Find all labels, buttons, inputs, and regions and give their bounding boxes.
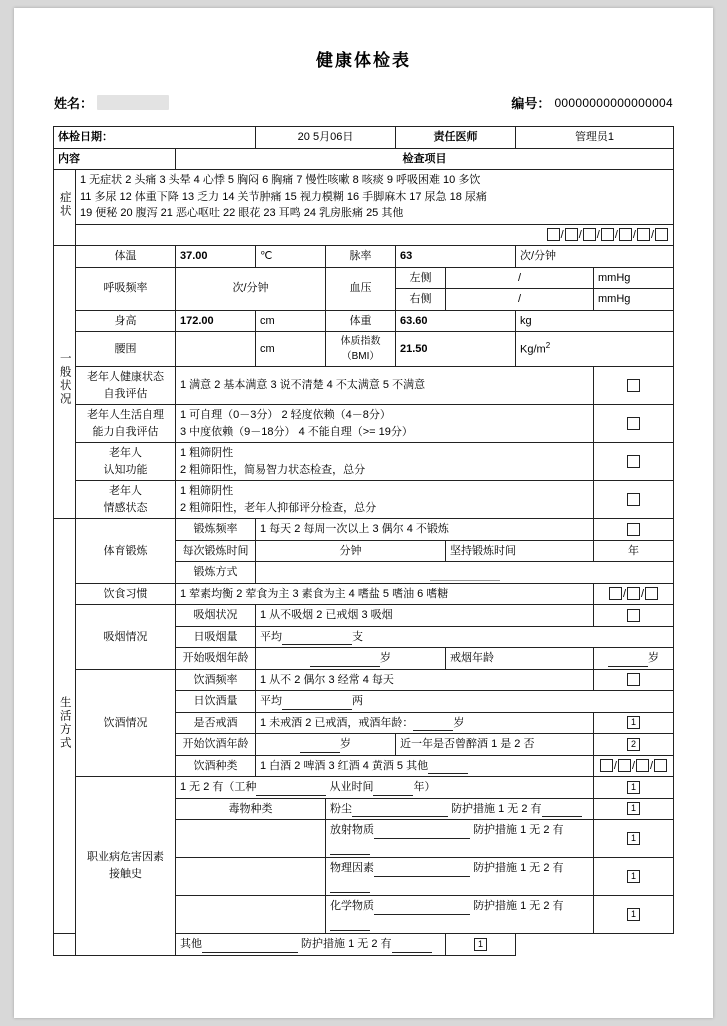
- temp-pulse-row: [53, 246, 673, 268]
- occupation-item-answer[interactable]: [594, 820, 674, 858]
- occupation-item-answer[interactable]: [594, 798, 674, 820]
- occupation-protect-blank[interactable]: [330, 918, 370, 931]
- drink-freq-checkbox[interactable]: [627, 673, 640, 686]
- occupation-item-protect: 防护措施 1 无 2 有: [451, 802, 542, 815]
- code-value: 00000000000000004: [554, 95, 673, 110]
- occupation-item-protect: 防护措施 1 无 2 有: [473, 900, 564, 912]
- drink-quit-label: 是否戒酒: [175, 712, 255, 734]
- smoke-daily-label: 日吸烟量: [175, 626, 255, 648]
- occupation-item-protect: 防护措施 1 无 2 有: [473, 824, 564, 836]
- col-content-header: 内容: [53, 148, 175, 170]
- drink-daily-value[interactable]: [256, 691, 674, 713]
- lifestyle-vhead: 生活方式: [53, 519, 75, 934]
- health-eval-answer[interactable]: [594, 367, 674, 405]
- smoke-daily-prefix: 平均: [260, 630, 282, 643]
- weight-label: 体重: [326, 310, 396, 332]
- smoke-status-row: [53, 605, 673, 627]
- drink-type-other-blank[interactable]: [428, 761, 468, 774]
- weight-value[interactable]: 63.60: [396, 310, 516, 332]
- col-items-header: 检查项目: [175, 148, 673, 170]
- occupation-item-name: 放射物质: [330, 824, 374, 836]
- emotion-options: [175, 481, 593, 519]
- occupation-item-blank[interactable]: [352, 804, 448, 817]
- drink-daily-label: 日饮酒量: [175, 691, 255, 713]
- emotion-options-line1: 1 粗筛阴性: [179, 485, 234, 497]
- exercise-persist-value[interactable]: 年: [594, 540, 674, 562]
- occupation-item-value-box[interactable]: 1: [474, 938, 487, 951]
- drink-quit-age-blank[interactable]: [413, 718, 453, 731]
- exam-date-label-cell: [53, 127, 255, 149]
- breath-bp-left-row: [53, 267, 673, 289]
- occupation-item-name: 其他: [179, 938, 202, 950]
- pulse-label: 脉率: [326, 246, 396, 268]
- cognition-checkbox[interactable]: [627, 455, 640, 468]
- bp-left-label: 左侧: [396, 267, 446, 289]
- symptoms-boxes-row: [53, 224, 673, 246]
- smoke-status-options: 1 从不吸烟 2 已戒烟 3 吸烟: [256, 605, 594, 627]
- drink-type-checkbox[interactable]: [600, 759, 613, 772]
- smoke-quit-label: 戒烟年龄: [446, 648, 594, 670]
- drink-freq-answer[interactable]: [594, 669, 674, 691]
- bp-right-value[interactable]: /: [446, 289, 594, 311]
- drink-quit-value-box[interactable]: 1: [627, 716, 640, 729]
- smoke-start-blank[interactable]: [310, 654, 380, 667]
- emotion-label-line2: 情感状态: [103, 501, 148, 514]
- drink-freq-options: 1 从不 2 偶尔 3 经常 4 每天: [256, 669, 594, 691]
- occupation-item-name: 粉尘: [330, 802, 352, 815]
- drink-daily-unit: 两: [352, 695, 363, 707]
- occupation-value-box[interactable]: 1: [627, 781, 640, 794]
- occupation-item-protect: 防护措施 1 无 2 有: [473, 862, 564, 874]
- occupation-spacer: [175, 896, 325, 934]
- name-value-redacted: [97, 95, 169, 110]
- drink-type-label: 饮酒种类: [175, 755, 255, 777]
- occupation-item-value-box[interactable]: 1: [627, 832, 640, 845]
- cognition-options: [175, 443, 593, 481]
- doctor-label: 责任医师: [396, 127, 516, 149]
- drink-quit-options: 1 未戒酒 2 已戒酒，戒酒年龄： 岁: [256, 712, 594, 734]
- cognition-answer[interactable]: [594, 443, 674, 481]
- occupation-item-name: 化学物质: [330, 900, 374, 912]
- bp-left-unit: mmHg: [594, 267, 674, 289]
- diet-options: 1 荤素均衡 2 荤食为主 3 素食为主 4 嗜盐 5 嗜油 6 嗜糖: [175, 583, 593, 605]
- occupation-item-value-box[interactable]: 1: [627, 908, 640, 921]
- temperature-label: 体温: [75, 246, 175, 268]
- symptoms-line-1: 1 无症状 2 头痛 3 头晕 4 心悸 5 胸闷 6 胸痛 7 慢性咳嗽 8 咳痰 9 呼吸困难 10 多饮: [79, 174, 481, 186]
- drunk-answer[interactable]: [594, 734, 674, 756]
- exercise-freq-options: 1 每天 2 每周一次以上 3 偶尔 4 不锻炼: [256, 519, 594, 541]
- exercise-way-value[interactable]: [256, 562, 674, 584]
- symptom-checkbox[interactable]: [565, 228, 578, 241]
- exam-date-label: 体检日期：: [57, 131, 113, 143]
- waist-value[interactable]: [175, 332, 255, 367]
- cognition-row: [53, 443, 673, 481]
- occupation-item-3: [326, 896, 594, 934]
- adl-options: [175, 405, 593, 443]
- drink-daily-prefix: 平均: [260, 695, 282, 707]
- occupation-poison-label: 毒物种类: [175, 798, 325, 820]
- occupation-protect-blank[interactable]: [330, 880, 370, 893]
- temperature-value[interactable]: 37.00: [175, 246, 255, 268]
- bp-right-unit: mmHg: [594, 289, 674, 311]
- symptom-checkbox[interactable]: [637, 228, 650, 241]
- height-unit: cm: [256, 310, 326, 332]
- exercise-time-label: 每次锻炼时间: [175, 540, 255, 562]
- smoke-start-label: 开始吸烟年龄: [175, 648, 255, 670]
- occupation-item-answer[interactable]: [594, 858, 674, 896]
- occupation-item-name: 物理因素: [330, 862, 374, 874]
- drink-daily-blank[interactable]: [282, 697, 352, 710]
- table-header-row: [53, 148, 673, 170]
- smoke-daily-value[interactable]: [256, 626, 674, 648]
- exercise-freq-checkbox[interactable]: [627, 523, 640, 536]
- smoke-label: 吸烟情况: [75, 605, 175, 670]
- cognition-label-line2: 认知功能: [103, 463, 148, 476]
- adl-options-line2: 3 中度依赖（9－18分） 4 不能自理（>= 19分）: [179, 425, 413, 438]
- smoke-quit-value[interactable]: 岁: [594, 648, 674, 670]
- emotion-answer[interactable]: [594, 481, 674, 519]
- diet-label: 饮食习惯: [75, 583, 175, 605]
- exam-date-value: 20 5月06日: [256, 127, 396, 149]
- occupation-item-blank[interactable]: [374, 826, 470, 839]
- health-eval-options: 1 满意 2 基本满意 3 说不清楚 4 不太满意 5 不满意: [175, 367, 593, 405]
- symptoms-vhead: 症状: [53, 170, 75, 246]
- waist-bmi-row: [53, 332, 673, 367]
- occupation-item-1: [326, 820, 594, 858]
- exercise-persist-label: 坚持锻炼时间: [446, 540, 594, 562]
- drink-type-answer[interactable]: / / /: [594, 755, 674, 777]
- smoke-status-answer[interactable]: [594, 605, 674, 627]
- page-title: 健康体检表: [316, 51, 411, 70]
- drink-freq-row: [53, 669, 673, 691]
- adl-label: [75, 405, 175, 443]
- height-weight-row: [53, 310, 673, 332]
- code-label: 编号：: [511, 96, 551, 111]
- document-page: [14, 8, 713, 1018]
- smoke-quit-blank[interactable]: [608, 654, 648, 667]
- diet-answer[interactable]: / /: [594, 583, 674, 605]
- cognition-label: [75, 443, 175, 481]
- bp-left-value[interactable]: /: [446, 267, 594, 289]
- breath-rate-unit: 次/分钟: [175, 267, 325, 310]
- symptoms-line-2: 11 多尿 12 体重下降 13 乏力 14 关节肿痛 15 视力模糊 16 手脚麻木 17 尿急 18 尿痛: [79, 190, 487, 203]
- bp-right-label: 右侧: [396, 289, 446, 311]
- emotion-options-line2: 2 粗筛阳性，老年人抑郁评分检查，总分: [179, 501, 377, 514]
- symptom-checkbox[interactable]: [601, 228, 614, 241]
- drink-start-label: 开始饮酒年龄: [175, 734, 255, 756]
- pulse-unit: 次/分钟: [516, 246, 674, 268]
- identity-row: [14, 93, 713, 112]
- adl-label-line1: 老年人生活自理: [86, 409, 164, 421]
- occupation-item-blank[interactable]: [202, 940, 298, 953]
- emotion-checkbox[interactable]: [627, 493, 640, 506]
- occupation-protect-blank[interactable]: [542, 804, 582, 817]
- exercise-label: 体育锻炼: [75, 519, 175, 584]
- bmi-value[interactable]: 21.50: [396, 332, 516, 367]
- exercise-way-blank: [430, 570, 500, 581]
- drunk-value-box[interactable]: 2: [627, 738, 640, 751]
- smoke-status-checkbox[interactable]: [627, 609, 640, 622]
- health-self-eval-row: [53, 367, 673, 405]
- doctor-value: 管理员1: [516, 127, 674, 149]
- health-eval-checkbox[interactable]: [627, 379, 640, 392]
- occupation-item-protect: 防护措施 1 无 2 有: [301, 938, 392, 950]
- occupation-label-line2: 接触史: [108, 867, 142, 880]
- drink-type-checkbox[interactable]: [654, 759, 667, 772]
- weight-unit: kg: [516, 310, 674, 332]
- smoke-status-label: 吸烟状况: [175, 605, 255, 627]
- pulse-value[interactable]: 63: [396, 246, 516, 268]
- health-eval-label: [75, 367, 175, 405]
- bmi-label: 体质指数（BMI）: [326, 332, 396, 367]
- occupation-item-value-box[interactable]: 1: [627, 870, 640, 883]
- adl-row: [53, 405, 673, 443]
- adl-checkbox[interactable]: [627, 417, 640, 430]
- breath-rate-label: 呼吸频率: [75, 267, 175, 310]
- exercise-way-label: 锻炼方式: [175, 562, 255, 584]
- cognition-options-line1: 1 粗筛阴性: [179, 447, 234, 459]
- drink-type-checkbox[interactable]: [618, 759, 631, 772]
- emotion-label-line1: 老年人: [108, 485, 142, 497]
- adl-label-line2: 能力自我评估: [92, 425, 159, 438]
- occupation-label: [75, 777, 175, 956]
- occupation-spacer: [53, 934, 175, 956]
- height-label: 身高: [75, 310, 175, 332]
- drink-start-blank[interactable]: [300, 740, 340, 753]
- symptoms-line-3: 19 便秘 20 腹泻 21 恶心呕吐 22 眼花 23 耳鸣 24 乳房胀痛 25 其他: [79, 207, 404, 219]
- exam-date-row: [53, 127, 673, 149]
- smoke-daily-blank[interactable]: [282, 632, 352, 645]
- exercise-time-value[interactable]: 分钟: [256, 540, 446, 562]
- occupation-protect-blank[interactable]: [392, 940, 432, 953]
- temperature-unit: ℃: [256, 246, 326, 268]
- occupation-item-answer[interactable]: [594, 896, 674, 934]
- adl-answer[interactable]: [594, 405, 674, 443]
- diet-row: [53, 583, 673, 605]
- occupation-job-blank[interactable]: [256, 783, 326, 796]
- drink-quit-answer[interactable]: [594, 712, 674, 734]
- bmi-unit: $Kg/m^2$: [516, 332, 674, 367]
- cognition-label-line1: 老年人: [108, 447, 142, 459]
- occupation-first-answer[interactable]: [594, 777, 674, 799]
- drunk-options: 近一年是否曾醉酒 1 是 2 否: [396, 734, 594, 756]
- waist-unit: cm: [256, 332, 326, 367]
- adl-options-line1: 1 可自理（0－3分） 2 轻度依赖（4－8分）: [179, 409, 391, 421]
- occupation-item-blank[interactable]: [374, 902, 470, 915]
- smoke-daily-unit: 支: [352, 630, 363, 643]
- emotion-label: [75, 481, 175, 519]
- exercise-freq-row: [53, 519, 673, 541]
- symptom-checkbox[interactable]: [655, 228, 668, 241]
- health-eval-label-line1: 老年人健康状态: [86, 371, 164, 383]
- occupation-spacer: [175, 820, 325, 858]
- occupation-item-4: [175, 934, 445, 956]
- symptoms-checkbox-group[interactable]: / / / / / /: [75, 224, 673, 246]
- exercise-freq-answer[interactable]: [594, 519, 674, 541]
- smoke-start-value[interactable]: 岁: [256, 648, 446, 670]
- symptoms-row: [53, 170, 673, 225]
- occupation-label-line1: 职业病危害因素: [86, 851, 164, 864]
- occupation-item-answer[interactable]: [446, 934, 516, 956]
- occupation-first-row: [53, 777, 673, 799]
- name-label: 姓名：: [54, 96, 94, 111]
- symptom-checkbox[interactable]: [619, 228, 632, 241]
- symptoms-options: [75, 170, 673, 225]
- occupation-first-options: 1 无 2 有（工种 从业时间 年）: [175, 777, 593, 799]
- diet-checkbox[interactable]: [609, 587, 622, 600]
- occupation-item-2: [326, 858, 594, 896]
- cognition-options-line2: 2 粗筛阳性，简易智力状态检查，总分: [179, 463, 366, 476]
- emotion-row: [53, 481, 673, 519]
- occupation-spacer: [175, 858, 325, 896]
- drink-start-value[interactable]: 岁: [256, 734, 396, 756]
- occupation-years-blank[interactable]: [373, 783, 413, 796]
- occupation-protect-blank[interactable]: [330, 842, 370, 855]
- occupation-item-value-box[interactable]: 1: [627, 802, 640, 815]
- symptom-checkbox[interactable]: [583, 228, 596, 241]
- symptom-checkbox[interactable]: [547, 228, 560, 241]
- occupation-item-0: [326, 798, 594, 820]
- drink-type-checkbox[interactable]: [636, 759, 649, 772]
- general-vhead: 一般状况: [53, 246, 75, 519]
- health-eval-label-line2: 自我评估: [103, 387, 148, 400]
- drink-freq-label: 饮酒频率: [175, 669, 255, 691]
- waist-label: 腰围: [75, 332, 175, 367]
- health-exam-table: [53, 126, 674, 956]
- height-value[interactable]: 172.00: [175, 310, 255, 332]
- drink-label: 饮酒情况: [75, 669, 175, 777]
- exercise-freq-label: 锻炼频率: [175, 519, 255, 541]
- blood-pressure-label: 血压: [326, 267, 396, 310]
- occupation-item-blank[interactable]: [374, 864, 470, 877]
- diet-checkbox[interactable]: [627, 587, 640, 600]
- diet-checkbox[interactable]: [645, 587, 658, 600]
- occupation-item-row: [53, 934, 673, 956]
- drink-type-options: 1 白酒 2 啤酒 3 红酒 4 黄酒 5 其他: [256, 755, 594, 777]
